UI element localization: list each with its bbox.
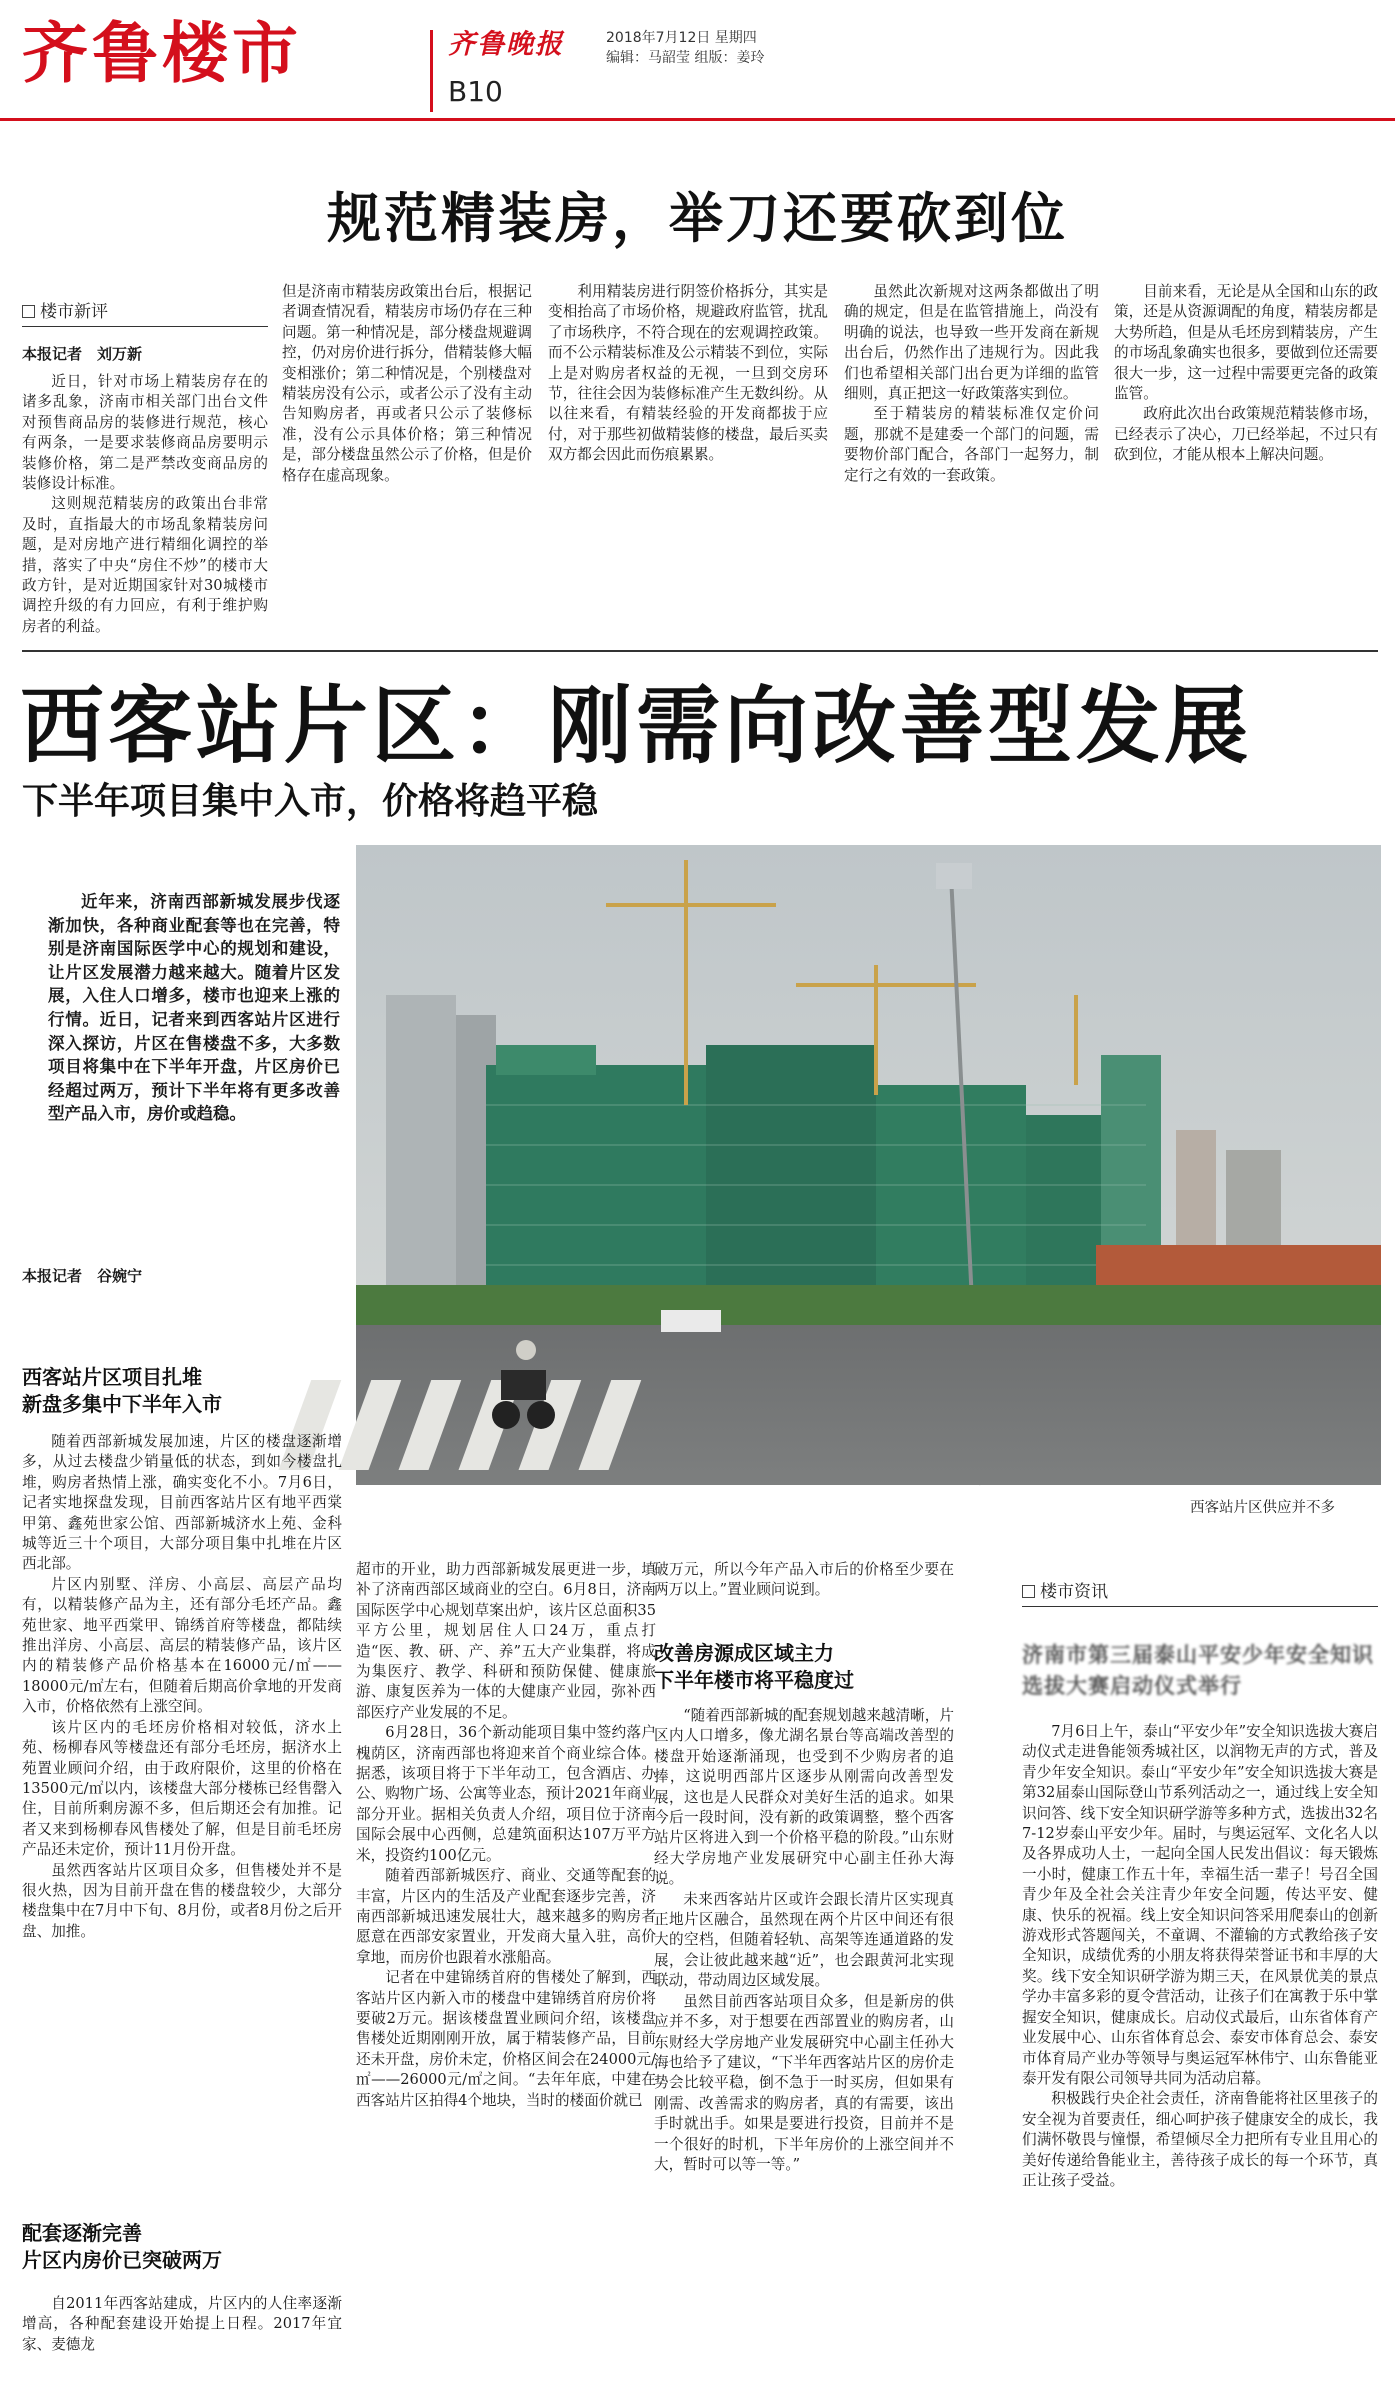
paragraph: 虽然此次新规对这两条都做出了明确的规定，但是在监管措施上，尚没有明确的说法，也导致一些开发商在新规出台后，仍然作出了违规行为。因此我们也希望相关部门出台更为详细的监管细则，真正把这一好政策落实到位。: [844, 283, 1099, 403]
column-label-text: 楼市新评: [40, 302, 108, 322]
paragraph: “随着西部新城的配套规划越来越清晰，片区内人口增多，像尤湖名景台等高端改善型的楼盘开始逐渐涌现，也受到不少购房者的追捧，这说明西部片区逐步从刚需向改善型发展，这也是人民群众对美好生活的追求。如果今后一段时间，没有新的政策调整，整个西客站片区将进入到一个价格平稳的阶段。”山东财经大学房地产业发展研究中心副主任孙大海说。: [654, 1707, 954, 1888]
paragraph: 利用精装房进行阴签价格拆分，其实是变相抬高了市场价格，规避政府监管，扰乱了市场秩序，不符合现在的宏观调控政策。而不公示精装标准及公示精装不到位，实际上是对购房者权益的无视，一旦到交房环节，往往会因为装修标准产生无数纠纷。从以往来看，有精装经验的开发商都拔于应付，对于那些初做精装修的楼盘，最后买卖双方都会因此而伤痕累累。: [548, 283, 828, 464]
story1-column-1: [22, 372, 268, 635]
story3-body: [1022, 1722, 1378, 2382]
masthead-divider: [430, 30, 433, 112]
story2-column-1b: [22, 2294, 342, 2380]
paragraph: 至于精装房的精装标准仅定价问题，那就不是建委一个部门的问题，需要物价部门配合，各部门一起努力，制定行之有效的一套政策。: [844, 405, 1099, 484]
story1-column-2: [282, 282, 532, 608]
column-label-underline: [22, 326, 268, 327]
square-icon: [1022, 1585, 1035, 1598]
subheading-3: 改善房源成区域主力 下半年楼市将平稳度过: [654, 1641, 854, 1692]
section-separator: [22, 650, 1378, 652]
story3-column-label: [1022, 1580, 1108, 1604]
story1-byline: 本报记者 刘万新: [22, 345, 143, 363]
paragraph: 随着西部新城医疗、商业、交通等配套的丰富，片区内的生活及产业配套逐步完善，济南西部新城迅速发展壮大，越来越多的购房者愿意在西部安家置业，开发商大量入驻，高价拿地，而房价也跟着水涨船高。: [356, 1867, 656, 1966]
paragraph: 未来西客站片区或许会跟长清片区实现真正地片区融合，虽然现在两个片区中间还有很大的空档，但随着轻轨、高架等连通道路的发展，会让彼此越来越“近”，也会跟黄河北实现联动，带动周边区域发展。: [654, 1890, 954, 1990]
page-number: B10: [448, 75, 503, 108]
masthead-rule: [0, 118, 1395, 121]
paragraph: 超市的开业，助力西部新城发展更进一步，填补了济南西部区域商业的空白。6月8日，济南国际医学中心规划草案出炉，该片区总面积35平方公里，规划居住人口24万，重点打造“医、教、研、产、养”五大产业集群，将成为集医疗、教学、科研和预防保健、健康旅游、康复医养为一体的大健康产业园，弥补西部医疗产业发展的不足。: [356, 1561, 656, 1721]
construction-photo: [356, 845, 1381, 1485]
photo-caption: 西客站片区供应并不多: [1190, 1500, 1335, 1516]
paragraph: 片区内别墅、洋房、小高层、高层产品均有，以精装修产品为主，还有部分毛坯产品。鑫苑世家、地平西棠甲、锦绣首府等楼盘，都陆续推出洋房、小高层、高层的精装修产品，该片区内的精装修产品价格基本在16000元/㎡——18000元/㎡左右，但随着后期高价拿地的开发商入市，价格依然有上涨空间。: [22, 1575, 342, 1716]
paragraph: 近日，针对市场上精装房存在的诸多乱象，济南市相关部门出台文件对预售商品房的装修进行规范，核心有两条，一是要求装修商品房要明示装修价格，第二是严禁改变商品房的装修设计标准。: [22, 373, 268, 493]
story2-deck: 下半年项目集中入市，价格将趋平稳: [22, 781, 599, 822]
paragraph: 自2011年西客站建成，片区内的人住率逐渐增高，各种配套建设开始提上日程。2017年宜家、麦德龙: [22, 2295, 342, 2353]
story1-headline: 规范精装房，举刀还要砍到位: [327, 187, 1068, 250]
story2-column-2: [356, 1560, 656, 2380]
paragraph: 但是济南市精装房政策出台后，根据记者调查情况看，精装房市场仍存在三种问题。第一种情况是，部分楼盘规避调控，仍对房价进行拆分，借精装修大幅变相涨价；第二种情况是，个别楼盘对精装房没有公示，或者公示了没有主动告知购房者，再或者只公示了装修标准，没有公示具体价格；第三种情况是，部分楼盘虽然公示了价格，但是价格存在虚高现象。: [282, 283, 532, 484]
paragraph: 积极践行央企社会责任，济南鲁能将社区里孩子的安全视为首要责任，细心呵护孩子健康安全的成长，我们满怀敬畏与憧憬，希望倾尽全力把所有专业且用心的美好传递给鲁能业主，善待孩子成长的每一个环节，真正让孩子受益。: [1022, 2090, 1378, 2189]
story1-column-label: [22, 300, 108, 324]
paragraph: 6月28日，36个新动能项目集中签约落户槐荫区，济南西部也将迎来首个商业综合体。据悉，该项目将于下半年动工，包含酒店、办公、购物广场、公寓等业态，预计2021年商业部分开业。据相关负责人介绍，项目位于济南国际会展中心西侧，总建筑面积达107万平方米，投资约100亿元。: [356, 1724, 656, 1864]
story2-column-1: [22, 1432, 342, 1940]
column-label-underline: [1022, 1606, 1378, 1607]
subheading-1: 西客站片区项目扎堆 新盘多集中下半年入市: [22, 1365, 222, 1416]
paragraph: 目前来看，无论是从全国和山东的政策，还是从资源调配的角度，精装房都是大势所趋，但是从毛坯房到精装房，产生的市场乱象确实也很多，要做到位还需要很大一步，这一过程中需要更完备的政策监管。: [1114, 283, 1378, 403]
editors-line: 编辑：马韶莹 组版：姜玲: [606, 50, 765, 66]
lead-paragraph: 近年来，济南西部新城发展步伐逐渐加快，各种商业配套等也在完善，特别是济南国际医学中心的规划和建设，让片区发展潜力越来越大。随着片区发展，入住人口增多，楼市也迎来上涨的行情。近日，记者来到西客站片区进行深入探访，片区在售楼盘不多，大多数项目将集中在下半年开盘，片区房价已经超过两万，预计下半年将有更多改善型产品入市，房价或趋稳。: [48, 892, 340, 1124]
story1-column-3: [548, 282, 828, 608]
square-icon: [22, 305, 35, 318]
paragraph: 7月6日上午，泰山“平安少年”安全知识选拔大赛启动仪式走进鲁能领秀城社区，以润物无声的方式，普及青少年安全知识。泰山“平安少年”安全知识选拔大赛是第32届泰山国际登山节系列活动之一，通过线上安全知识问答、线下安全知识研学游等多种方式，选拔出32名7-12岁泰山平安少年。届时，与奥运冠军、文化名人以及各界成功人士，一起向全国人民发出倡议：每天锻炼一小时，健康工作五十年，幸福生活一辈子！号召全国青少年及全社会关注青少年安全问题，传达平安、健康、快乐的祝福。线上安全知识问答采用爬泰山的创新游戏形式答题闯关，不童调、不灌输的方式教给孩子安全知识，成绩优秀的小朋友将获得荣誉证书和丰厚的大奖。线下安全知识研学游为期三天，在风景优美的景点学办丰富多彩的夏令营活动，让孩子们在寓教于乐中掌握安全知识，健康成长。启动仪式最后，山东省体育产业发展中心、山东省体育总会、泰安市体育总会、泰安市体育局产业办等领导与奥运冠军林伟宁、山东鲁能亚泰开发有限公司领导共同为活动启幕。: [1022, 1723, 1378, 2087]
paragraph: 虽然西客站片区项目众多，但售楼处并不是很火热，因为目前开盘在售的楼盘较少，大部分楼盘集中在7月中下旬、8月份，或者8月份之后开盘、加推。: [22, 1861, 342, 1940]
story1-column-5: [1114, 282, 1378, 608]
paragraph: 随着西部新城发展加速，片区的楼盘逐渐增多，从过去楼盘少销量低的状态，到如今楼盘扎堆，购房者热情上涨，确实变化不小。7月6日，记者实地探盘发现，目前西客站片区有地平西棠甲第、鑫苑世家公馆、西部新城济水上苑、金科城等近三十个项目，大部分项目集中扎堆在片区西北部。: [22, 1433, 342, 1573]
paragraph: 该片区内的毛坯房价格相对较低，济水上苑、杨柳春风等楼盘还有部分毛坯房，据济水上苑置业顾问介绍，由于政府限价，这里的价格在13500元/㎡以内，该楼盘大部分楼栋已经售罄入住，目前所剩房源不多，但后期还会有加推。记者又来到杨柳春风售楼处了解，但是目前毛坯房产品还未定价，预计11月份开盘。: [22, 1718, 342, 1859]
newspaper-name: 齐鲁晚报: [448, 29, 564, 60]
story1-column-4: [844, 282, 1099, 608]
paragraph: 破万元，所以今年产品入市后的价格至少要在两万以上。”置业顾问说到。: [654, 1561, 954, 1599]
paragraph: 政府此次出台政策规范精装修市场，已经表示了决心，刀已经举起，不过只有砍到位，才能从根本上解决问题。: [1114, 405, 1378, 464]
story2-lead: [48, 890, 340, 1222]
paragraph: 记者在中建锦绣首府的售楼处了解到，西客站片区内新入市的楼盘中建锦绣首府房价将要破2万元。据该楼盘置业顾问介绍，该楼盘售楼处近期刚刚开放，属于精装修产品，目前还未开盘，房价未定，价格区间会在24000元/㎡——26000元/㎡之间。“去年年底，中建在西客站片区拍得4个地块，当时的楼面价就已: [356, 1969, 656, 2109]
issue-date: 2018年7月12日 星期四: [606, 30, 757, 46]
column-label-text: 楼市资讯: [1040, 1582, 1108, 1602]
subheading-2: 配套逐渐完善 片区内房价已突破两万: [22, 2221, 222, 2272]
story3-blurred-headline: 济南市第三届泰山平安少年安全知识选拔大赛启动仪式举行: [1022, 1643, 1374, 1698]
story2-byline: 本报记者 谷婉宁: [22, 1267, 143, 1285]
story2-headline: 西客站片区：刚需向改善型发展: [20, 677, 1253, 775]
story2-column-3: [654, 1706, 954, 2380]
story2-column-3-top: [654, 1560, 954, 1630]
section-title: 齐鲁楼市: [22, 15, 302, 92]
paragraph: 这则规范精装房的政策出台非常及时，直指最大的市场乱象精装房问题，是对房地产进行精细化调控的举措，落实了中央“房住不炒”的楼市大政方针，是对近期国家针对30城楼市调控升级的有力回应，有利于维护购房者的利益。: [22, 495, 268, 635]
paragraph: 虽然目前西客站项目众多，但是新房的供应并不多，对于想要在西部置业的购房者，山东财经大学房地产业发展研究中心副主任孙大海也给予了建议，“下半年西客站片区的房价走势会比较平稳，倒不急于一时买房，但如果有刚需、改善需求的购房者，真的有需要，该出手时就出手。如果是要进行投资，目前并不是一个很好的时机，下半年房价的上涨空间并不大，暂时可以等一等。”: [654, 1992, 954, 2173]
